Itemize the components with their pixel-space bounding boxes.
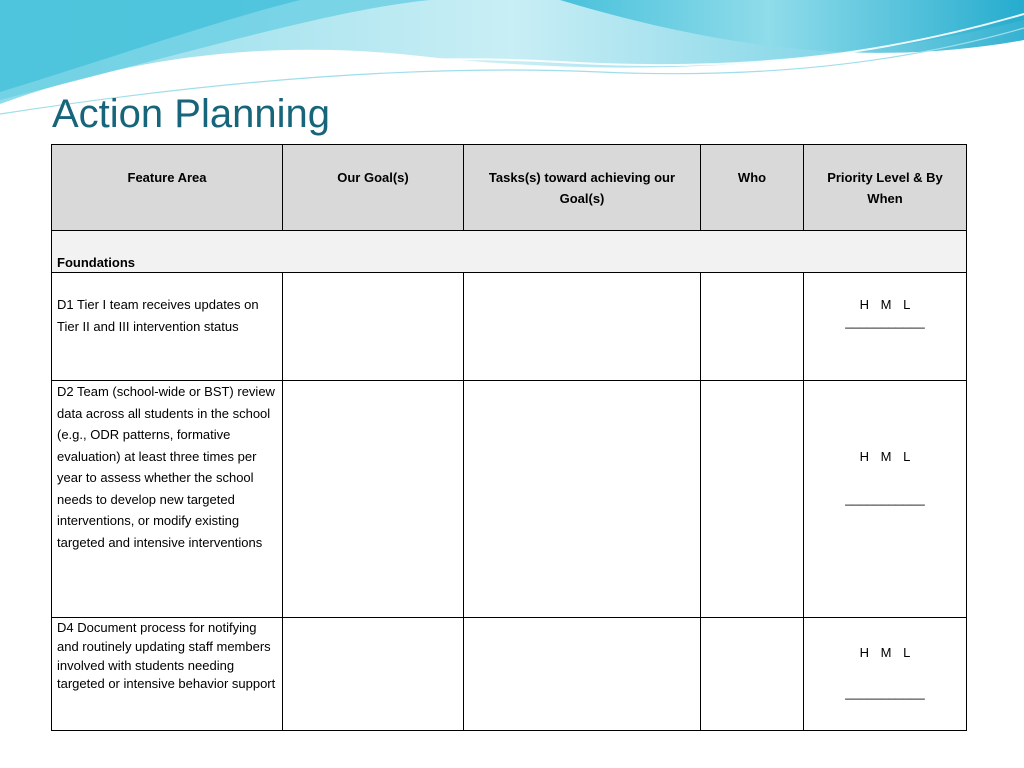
by-when-blank[interactable]: ___________: [845, 314, 925, 329]
action-planning-table: [51, 144, 967, 731]
table-row: [52, 618, 967, 731]
who-cell[interactable]: [701, 273, 804, 381]
priority-cell[interactable]: [804, 381, 967, 618]
feature-cell: D2 Team (school-wide or BST) review data across all students in the school (e.g., ODR patterns, formative evaluation) at least three times per year to assess whether the school needs to develop new targeted interventions, or modify existing targeted and intensive interventions: [52, 381, 283, 618]
priority-cell[interactable]: [804, 273, 967, 381]
tasks-cell[interactable]: [464, 273, 701, 381]
header-row: [52, 145, 967, 231]
slide-title: Action Planning: [52, 92, 330, 136]
goals-cell[interactable]: [283, 273, 464, 381]
table-row: [52, 381, 967, 618]
tasks-cell[interactable]: [464, 618, 701, 731]
who-cell[interactable]: [701, 618, 804, 731]
header-feature-area: Feature Area: [52, 145, 283, 231]
header-our-goals: Our Goal(s): [283, 145, 464, 231]
section-row: [52, 231, 967, 273]
by-when-blank[interactable]: ___________: [845, 491, 925, 506]
table-row: [52, 273, 967, 381]
priority-options[interactable]: H M L: [859, 645, 911, 660]
header-priority: Priority Level & By When: [804, 145, 967, 231]
goals-cell[interactable]: [283, 381, 464, 618]
who-cell[interactable]: [701, 381, 804, 618]
tasks-cell[interactable]: [464, 381, 701, 618]
priority-options[interactable]: H M L: [859, 297, 911, 312]
section-label: Foundations: [52, 231, 967, 273]
header-tasks: Tasks(s) toward achieving our Goal(s): [464, 145, 701, 231]
priority-cell[interactable]: [804, 618, 967, 731]
goals-cell[interactable]: [283, 618, 464, 731]
header-who: Who: [701, 145, 804, 231]
priority-options[interactable]: H M L: [859, 449, 911, 464]
feature-cell: D4 Document process for notifying and routinely updating staff members involved with students needing targeted or intensive behavior support: [52, 618, 283, 731]
by-when-blank[interactable]: ___________: [845, 685, 925, 700]
feature-cell: D1 Tier I team receives updates on Tier II and III intervention status: [52, 273, 283, 381]
